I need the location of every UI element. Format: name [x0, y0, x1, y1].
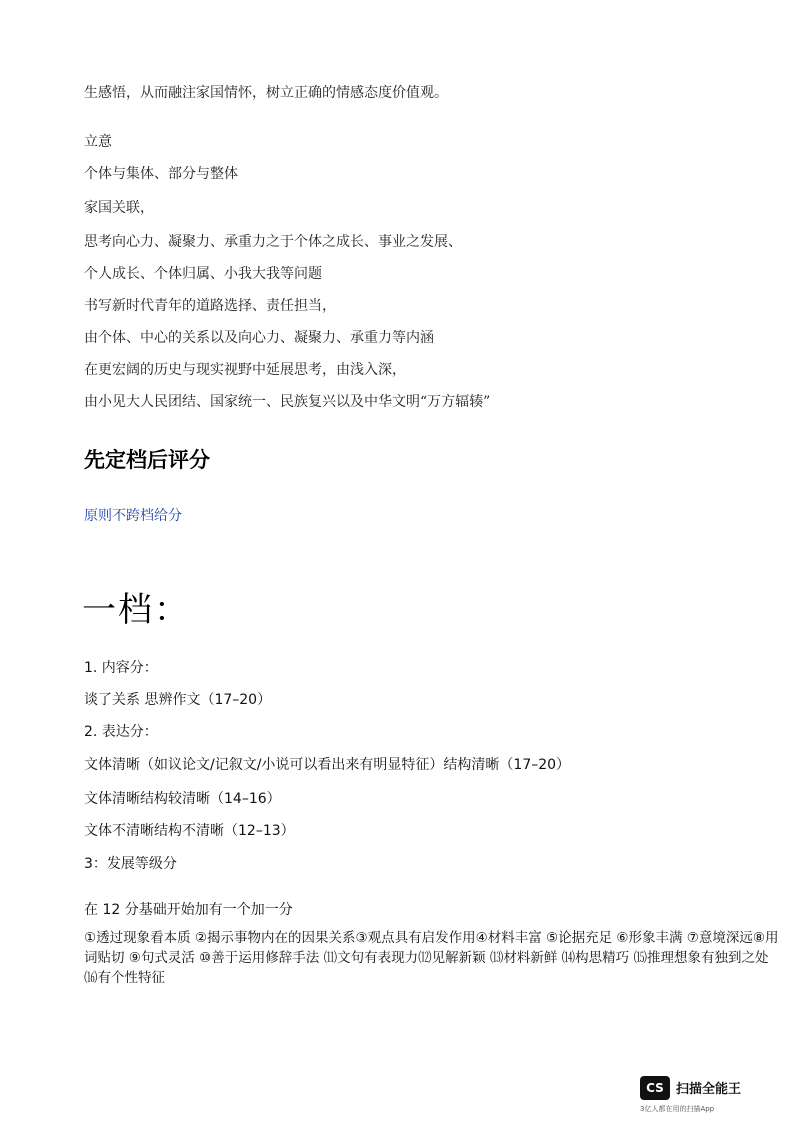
liyi-line: 思考向心力、凝聚力、承重力之于个体之成长、事业之发展、	[84, 234, 462, 250]
intro-line: 生感悟，从而融注家国情怀，树立正确的情感态度价值观。	[84, 85, 448, 101]
tier1-item: 文体不清晰结构不清晰（12–13）	[84, 823, 295, 839]
camscanner-logo-icon: CS	[640, 1076, 670, 1100]
tier1-item: 文体清晰结构较清晰（14–16）	[84, 791, 281, 807]
liyi-line: 在更宏阔的历史与现实视野中延展思考，由浅入深，	[84, 362, 406, 378]
tier1-item: 在 12 分基础开始加有一个加一分	[84, 902, 293, 918]
liyi-line: 个体与集体、部分与整体	[84, 166, 238, 182]
liyi-line: 个人成长、个体归属、小我大我等问题	[84, 266, 322, 282]
tier1-item: 3：发展等级分	[84, 856, 177, 872]
tier1-item: 1. 内容分：	[84, 660, 158, 676]
grading-principle: 原则不跨档给分	[84, 508, 182, 524]
tier1-item: 谈了关系 思辨作文（17–20）	[84, 692, 272, 708]
liyi-line: 书写新时代青年的道路选择、责任担当，	[84, 298, 336, 314]
liyi-line: 由小见大人民团结、国家统一、民族复兴以及中华文明“万方辐辏”	[84, 394, 491, 410]
liyi-line: 家国关联，	[84, 200, 154, 216]
tier1-heading: 一档：	[82, 590, 190, 630]
liyi-line: 由个体、中心的关系以及向心力、凝聚力、承重力等内涵	[84, 330, 434, 346]
tier1-item: 文体清晰（如议论文/记叙文/小说可以看出来有明显特征）结构清晰（17–20）	[84, 757, 571, 773]
grading-heading: 先定档后评分	[84, 448, 210, 472]
camscanner-tagline: 3亿人都在用的扫描App	[640, 1105, 715, 1113]
liyi-heading: 立意	[84, 134, 112, 150]
scanner-watermark	[640, 1076, 780, 1118]
development-criteria: ①透过现象看本质 ②揭示事物内在的因果关系③观点具有启发作用④材料丰富 ⑤论据充足 ⑥形象丰满 ⑦意境深远⑧用词贴切 ⑨句式灵活 ⑩善于运用修辞手法 ⑾文句有表现力⑿见解新颖 ⒀材料新鲜 ⒁构思精巧 ⒂推理想象有独到之处 ⒃有个性特征	[84, 930, 779, 986]
camscanner-name: 扫描全能王	[676, 1082, 742, 1097]
tier1-item: 2. 表达分：	[84, 724, 158, 740]
